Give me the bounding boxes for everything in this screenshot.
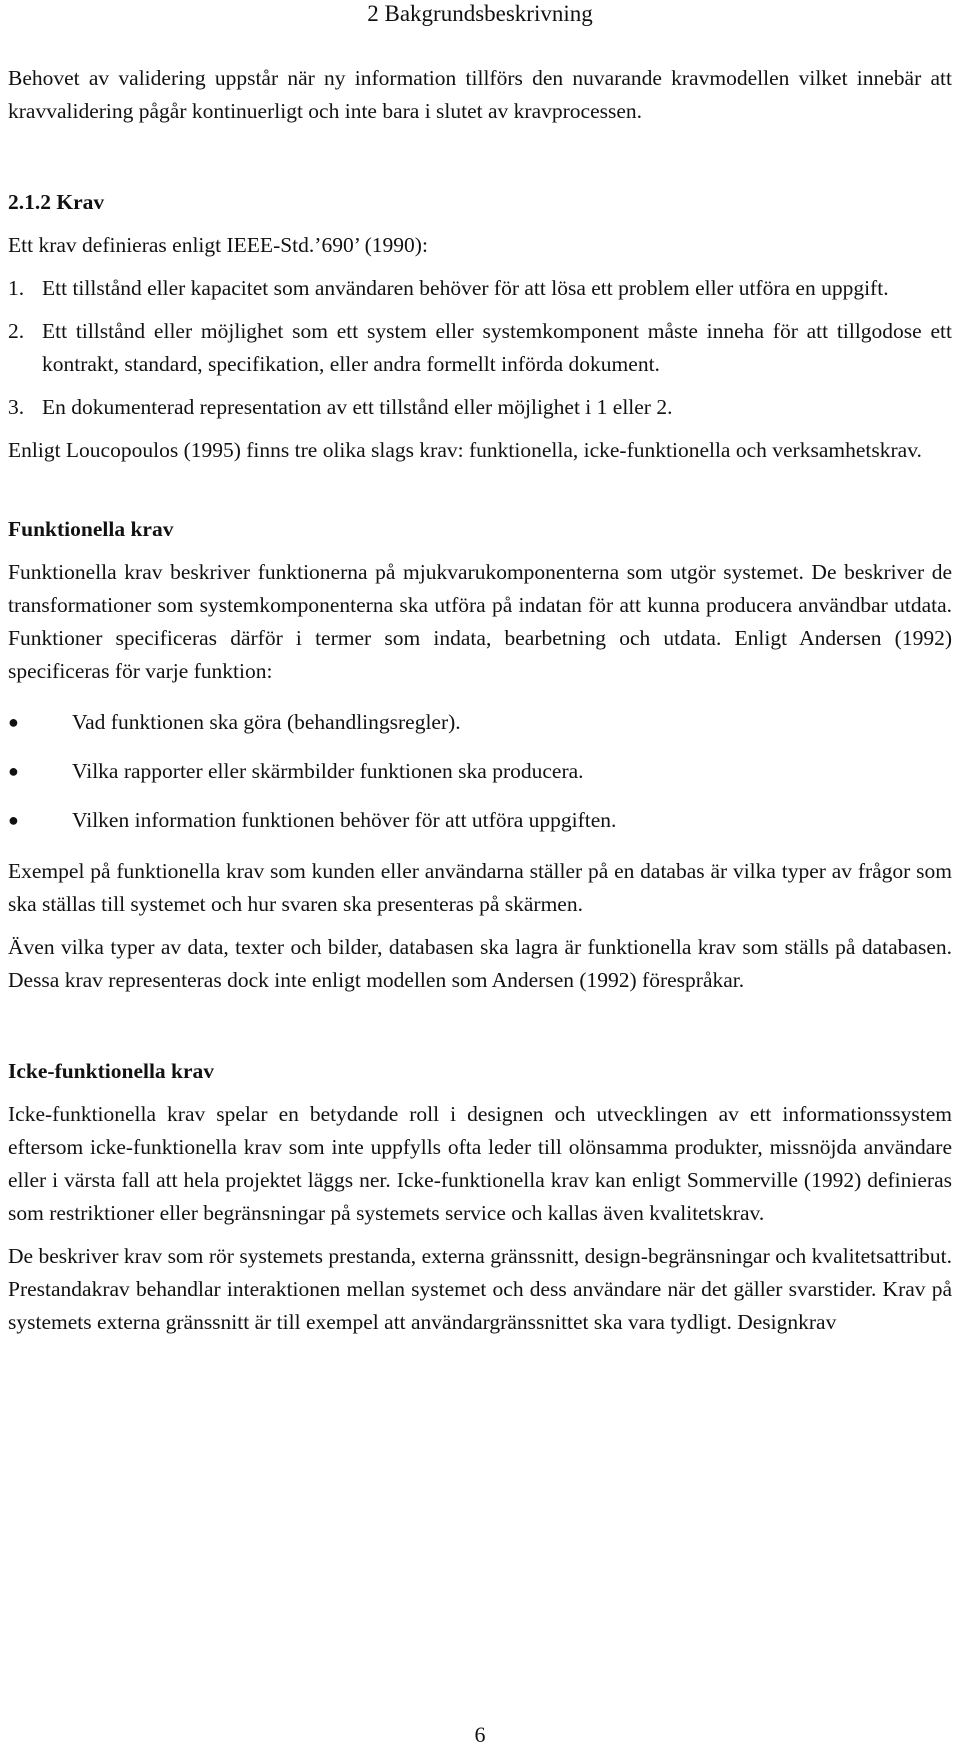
- page-number: 6: [474, 1722, 486, 1747]
- item-number: 1.: [8, 276, 25, 300]
- item-number: 3.: [8, 395, 25, 419]
- definition-list: [8, 272, 952, 424]
- icke-funktionella-paragraph-2: De beskriver krav som rör systemets prestanda, externa gränssnitt, design-begränsningar och kvalitetsattribut. Prestandakrav behandlar interaktionen mellan systemet och dess användare när det gäller svarstider. Krav på systemets externa gränssnitt är till exempel att användargränssnittet ska vara tydligt. Designkrav: [8, 1244, 952, 1334]
- icke-funktionella-paragraph-1: Icke-funktionella krav spelar en betydande roll i designen och utvecklingen av ett informationssystem eftersom icke-funktionella krav som inte uppfylls ofta leder till olönsamma produkter, missnöjda användare eller i värsta fall att hela projektet läggs ner. Icke-funktionella krav kan enligt Sommerville (1992) definieras som restriktioner eller begränsningar på systemets service och kallas även kvalitetskrav.: [8, 1102, 952, 1225]
- item-text: Ett tillstånd eller möjlighet som ett system eller systemkomponent måste inneha för att tillgodose ett kontrakt, standard, specifikation, eller andra formellt införda dokument.: [42, 319, 952, 376]
- definition-item: [8, 315, 952, 381]
- bullet-item: [8, 698, 952, 747]
- item-number: 2.: [8, 319, 25, 343]
- bullet-icon: ●: [8, 810, 19, 830]
- bullet-item: [8, 747, 952, 796]
- bullet-text: Vilken information funktionen behöver för att utföra uppgiften.: [72, 808, 617, 832]
- item-text: Ett tillstånd eller kapacitet som användaren behöver för att lösa ett problem eller utföra en uppgift.: [42, 276, 889, 300]
- spacer: [8, 1015, 952, 1055]
- bullet-item: [8, 796, 952, 845]
- bullet-text: Vad funktionen ska göra (behandlingsregler).: [72, 710, 461, 734]
- funktionella-paragraph-2: Exempel på funktionella krav som kunden eller användarna ställer på en databas är vilka typer av frågor som ska ställas till systemet och hur svaren ska presenteras på skärmen.: [8, 859, 952, 916]
- spacer: [8, 146, 952, 186]
- bullet-icon: ●: [8, 712, 19, 732]
- definition-item: [8, 272, 952, 305]
- section-heading-icke-funktionella: Icke-funktionella krav: [8, 1059, 215, 1083]
- definition-lead: Ett krav definieras enligt IEEE-Std.’690’ (1990):: [8, 233, 428, 257]
- funktionella-paragraph-3: Även vilka typer av data, texter och bilder, databasen ska lagra är funktionella krav som ställs på databasen. Dessa krav representeras dock inte enligt modellen som Andersen (1992) förespråkar.: [8, 935, 952, 992]
- section-heading-funktionella: Funktionella krav: [8, 517, 174, 541]
- page-content: [8, 62, 952, 1339]
- krav-types-paragraph: Enligt Loucopoulos (1995) finns tre olika slags krav: funktionella, icke-funktionella och verksamhetskrav.: [8, 438, 922, 462]
- item-text: En dokumenterad representation av ett tillstånd eller möjlighet i 1 eller 2.: [42, 395, 673, 419]
- spacer: [8, 485, 952, 513]
- running-header: 2 Bakgrundsbeskrivning: [367, 1, 593, 26]
- definition-item: [8, 391, 952, 424]
- section-heading-krav: 2.1.2 Krav: [8, 190, 105, 214]
- bullet-text: Vilka rapporter eller skärmbilder funktionen ska producera.: [72, 759, 584, 783]
- intro-paragraph: Behovet av validering uppstår när ny information tillförs den nuvarande kravmodellen vilket innebär att kravvalidering pågår kontinuerligt och inte bara i slutet av kravprocessen.: [8, 66, 952, 123]
- funktionella-paragraph-1: Funktionella krav beskriver funktionerna på mjukvarukomponenterna som utgör systemet. De beskriver de transformationer som systemkomponenterna ska utföra på indatan för att kunna producera användbar utdata. Funktioner specificeras därför i termer som indata, bearbetning och utdata. Enligt Andersen (1992) specificeras för varje funktion:: [8, 560, 952, 683]
- function-bullet-list: [8, 698, 952, 845]
- bullet-icon: ●: [8, 761, 19, 781]
